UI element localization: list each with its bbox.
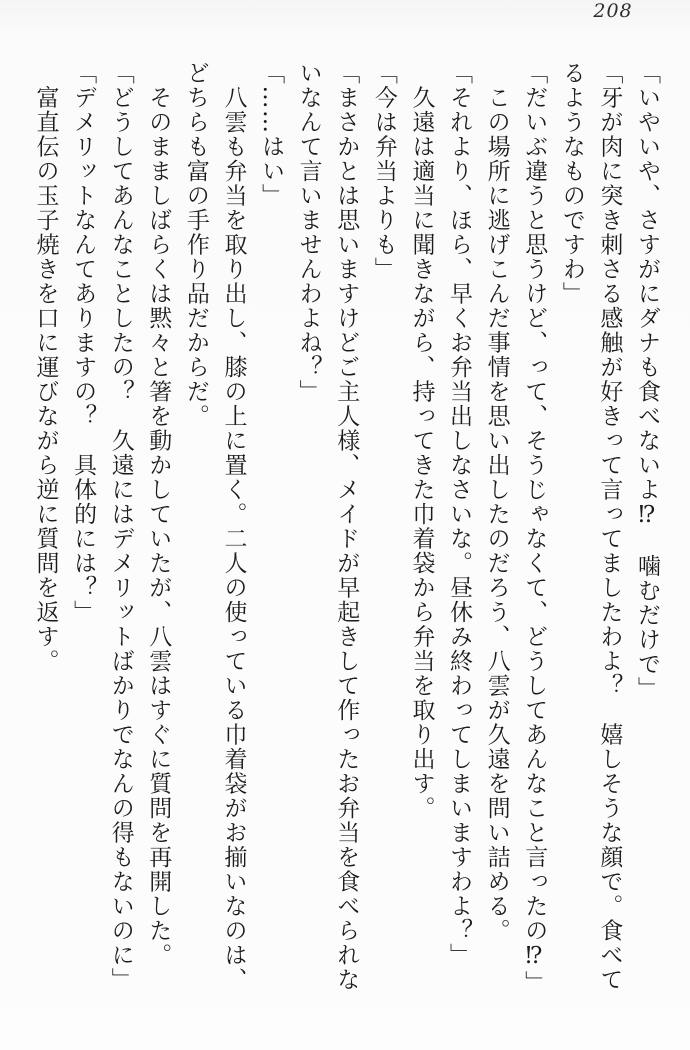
text-line: 「牙が肉に突き刺さる感触が好きって言ってましたわよ？ 嬉しそうな顔で。食べて [596, 61, 623, 992]
text-line: 八雲も弁当を取り出し、膝の上に置く。二人の使っている巾着袋がお揃いなのは、 [220, 61, 247, 992]
text-line: そのまましばらくは黙々と箸を動かしていたが、八雲はすぐに質問を再開した。 [145, 61, 172, 968]
page-number: 208 [593, 0, 633, 22]
text-line: どちらも富の手作り品だからだ。 [182, 61, 209, 429]
text-line: 久遠は適当に聞きながら、持ってきた巾着袋から弁当を取り出す。 [408, 61, 435, 821]
text-line: 富直伝の玉子焼きを口に運びながら逆に質問を返す。 [32, 61, 59, 674]
text-line: 「だいぶ違うと思うけど、って、そうじゃなくて、どうしてあんなこと言ったの⁉」 [521, 61, 548, 995]
text-line: 「いやいや、さすがにダナも食べないよ⁉ 噛むだけで」 [634, 61, 660, 701]
text-line: るようなものですわ」 [558, 61, 585, 306]
text-line: 「まさかとは思いますけどご主人様、メイドが早起きして作ったお弁当を食べられな [333, 61, 360, 992]
text-line: 「どうしてあんなことしたの？ 久遠にはデメリットばかりでなんの得もないのに」 [107, 61, 134, 992]
text-line: 「デメリットなんてありますの？ 具体的には？」 [70, 61, 97, 625]
text-line: いなんて言いませんわよね？」 [295, 61, 322, 404]
text-line: 「……はい」 [258, 61, 285, 208]
text-line: 「それより、ほら、早くお弁当出しなさいな。昼休み終わってしまいますわよ？」 [446, 61, 473, 968]
text-line: この場所に逃げこんだ事情を思い出したのだろう、八雲が久遠を問い詰める。 [483, 61, 510, 943]
text-area [26, 61, 665, 1011]
text-line: 「今は弁当よりも」 [370, 61, 397, 282]
